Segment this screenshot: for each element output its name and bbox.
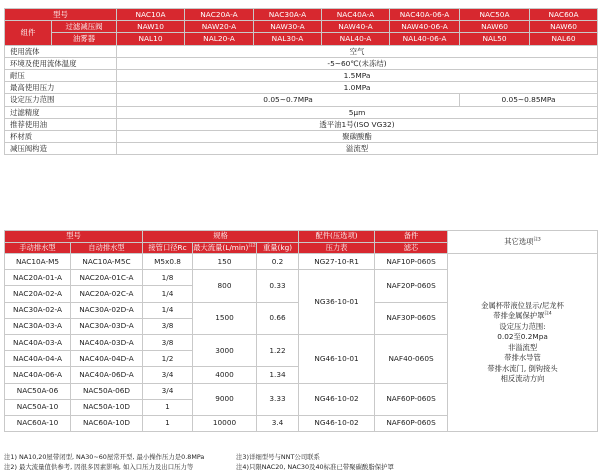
regulator-cell: NAW60 <box>460 21 530 33</box>
filter-cell: NAF60P-060S <box>375 383 448 415</box>
gauge-cell: NG27-10-R1 <box>299 254 375 270</box>
manual-cell: NAC30A-02-A <box>5 302 71 318</box>
lubricator-row <box>5 33 598 45</box>
spare-header: 备件 <box>375 231 448 243</box>
spec-value: 5μm <box>117 106 598 118</box>
spec-row <box>5 106 598 118</box>
model-cell: NAC40A-A <box>322 9 390 21</box>
auto-cell: NAC40A-06D-A <box>71 367 143 383</box>
model-cell: NAC20A-A <box>185 9 254 21</box>
lubricator-cell: NAL60 <box>530 33 598 45</box>
auto-cell: NAC40A-04D-A <box>71 351 143 367</box>
option-line: 相反流动方向 <box>500 374 545 384</box>
flow-cell: 9000 <box>193 383 257 415</box>
col-weight: 重量(kg) <box>257 242 299 254</box>
port-cell: 3/4 <box>143 367 193 383</box>
spec-value: 空气 <box>117 45 598 57</box>
gauge-cell: NG36-10-01 <box>299 270 375 335</box>
manual-cell: NAC20A-01-A <box>5 270 71 286</box>
manual-cell: NAC40A-04-A <box>5 351 71 367</box>
flow-cell: 4000 <box>193 367 257 383</box>
spec-value-alt: 0.05~0.85MPa <box>460 94 598 106</box>
weight-cell: 3.4 <box>257 415 299 431</box>
model-row <box>5 9 598 21</box>
spec-value: 溢流型 <box>117 143 598 155</box>
manual-cell: NAC30A-03-A <box>5 318 71 334</box>
footnote: 注1) NA10,20屋带闭型, NA30~60屋常开型, 最小操作压力是0.8MPa <box>4 453 205 461</box>
other-options-label: 其它选项 <box>504 237 534 246</box>
manual-cell: NAC20A-02-A <box>5 286 71 302</box>
spec-row <box>5 94 598 106</box>
col-gauge: 压力表 <box>299 242 375 254</box>
option-line: 非溢流型 <box>507 342 538 352</box>
weight-cell: 0.33 <box>257 270 299 302</box>
port-cell: M5x0.8 <box>143 254 193 270</box>
option-line: 带排水导管 <box>504 353 541 363</box>
col-manual: 手动排水型 <box>5 242 71 254</box>
manual-cell: NAC50A-06 <box>5 383 71 399</box>
auto-cell: NAC20A-01C-A <box>71 270 143 286</box>
flow-cell: 800 <box>193 270 257 302</box>
port-cell: 1/4 <box>143 286 193 302</box>
footnote: 注2) 最大流量值供参考, 因很多因素影响, 如入口压力及出口压力等 <box>4 463 194 471</box>
flow-cell: 10000 <box>193 415 257 431</box>
port-cell: 1/8 <box>143 270 193 286</box>
port-cell: 1 <box>143 415 193 431</box>
spec-group-header: 规格 <box>143 231 299 243</box>
header-row-1 <box>5 231 598 243</box>
lubricator-label: 油雾器 <box>52 33 117 45</box>
spec-value: 1.0MPa <box>117 82 598 94</box>
spec-label: 减压阀构造 <box>5 143 117 155</box>
lubricator-cell: NAL10 <box>117 33 185 45</box>
option-line-with-note <box>448 311 597 322</box>
option-line: 0.02至0.2Mpa <box>497 332 548 342</box>
spec-label: 环境及使用流体温度 <box>5 57 117 69</box>
spec-row <box>5 82 598 94</box>
manual-cell: NAC60A-10 <box>5 415 71 431</box>
spec-value: 透平油1号(ISO VG32) <box>117 118 598 130</box>
model-cell: NAC30A-A <box>254 9 322 21</box>
model-cell: NAC10A <box>117 9 185 21</box>
regulator-cell: NAW10 <box>117 21 185 33</box>
model-cell: NAC40A-06-A <box>390 9 460 21</box>
table-row <box>5 254 598 270</box>
model-cell: NAC50A <box>460 9 530 21</box>
regulator-cell: NAW40-06-A <box>390 21 460 33</box>
option-line: 设定压力范围: <box>499 321 546 331</box>
port-cell: 1/2 <box>143 351 193 367</box>
spec-label: 杯材质 <box>5 130 117 142</box>
lubricator-cell: NAL50 <box>460 33 530 45</box>
auto-cell: NAC30A-03D-A <box>71 318 143 334</box>
spec-value: 1.5MPa <box>117 69 598 81</box>
gauge-cell: NG46-10-02 <box>299 415 375 431</box>
lubricator-cell: NAL40-06-A <box>390 33 460 45</box>
spec-row <box>5 118 598 130</box>
spec-label: 推荐使用油 <box>5 118 117 130</box>
weight-cell: 0.66 <box>257 302 299 334</box>
spec-label: 耐压 <box>5 69 117 81</box>
regulator-cell: NAW30-A <box>254 21 322 33</box>
weight-cell: 1.34 <box>257 367 299 383</box>
spec-row <box>5 143 598 155</box>
auto-cell: NAC30A-02D-A <box>71 302 143 318</box>
other-options-header <box>448 231 598 254</box>
gauge-cell: NG46-10-01 <box>299 334 375 383</box>
col-auto: 自动排水型 <box>71 242 143 254</box>
model-cell: NAC60A <box>530 9 598 21</box>
weight-cell: 3.33 <box>257 383 299 415</box>
regulator-cell: NAW60 <box>530 21 598 33</box>
spec-table <box>4 8 598 155</box>
option-text: 带排金属保护罩 <box>493 311 545 321</box>
regulator-cell: NAW40-A <box>322 21 390 33</box>
note-ref: 注4 <box>544 311 552 317</box>
footnote: 注4)只限NAC20, NAC30及40标准已带聚碳酸脂保护罩 <box>236 463 394 471</box>
spec-label: 设定压力范围 <box>5 94 117 106</box>
filter-cell: NAF40-060S <box>375 334 448 383</box>
flow-cell: 3000 <box>193 334 257 366</box>
weight-cell: 0.2 <box>257 254 299 270</box>
accessory-header: 配件(压选项) <box>299 231 375 243</box>
filter-cell: NAF60P-060S <box>375 415 448 431</box>
spec-row <box>5 57 598 69</box>
spec-row <box>5 69 598 81</box>
port-cell: 3/4 <box>143 383 193 399</box>
footnote: 注3)详细型号与NNT公司联系 <box>236 453 320 461</box>
flow-cell: 1500 <box>193 302 257 334</box>
port-cell: 1/4 <box>143 302 193 318</box>
regulator-row <box>5 21 598 33</box>
spec-value: -5~60℃(未冻结) <box>117 57 598 69</box>
col-flow <box>193 242 257 254</box>
spec-value: 聚碳酸酯 <box>117 130 598 142</box>
option-line: 金属杯带液位显示/尼龙杯 <box>481 300 564 310</box>
regulator-cell: NAW20-A <box>185 21 254 33</box>
spec-row <box>5 130 598 142</box>
spec-label: 最高使用压力 <box>5 82 117 94</box>
other-options-cell <box>448 254 598 432</box>
port-cell: 1 <box>143 399 193 415</box>
model-header: 型号 <box>5 9 117 21</box>
auto-cell: NAC50A-06D <box>71 383 143 399</box>
group-label: 组件 <box>5 21 52 45</box>
auto-cell: NAC20A-02C-A <box>71 286 143 302</box>
filter-cell: NAF10P-060S <box>375 254 448 270</box>
spec-label: 过滤精度 <box>5 106 117 118</box>
lubricator-cell: NAL20-A <box>185 33 254 45</box>
port-cell: 3/8 <box>143 318 193 334</box>
col-port: 接管口径Rc <box>143 242 193 254</box>
manual-cell: NAC40A-06-A <box>5 367 71 383</box>
lubricator-cell: NAL40-A <box>322 33 390 45</box>
spec-label: 使用流体 <box>5 45 117 57</box>
port-cell: 3/8 <box>143 334 193 350</box>
manual-cell: NAC40A-03-A <box>5 334 71 350</box>
auto-cell: NAC10A-M5C <box>71 254 143 270</box>
note-ref: 注2 <box>248 243 256 249</box>
auto-cell: NAC50A-10D <box>71 399 143 415</box>
manual-cell: NAC10A-M5 <box>5 254 71 270</box>
option-line: 带排水流门, 倒钩接头 <box>487 363 558 373</box>
spec-row <box>5 45 598 57</box>
flow-cell: 150 <box>193 254 257 270</box>
lubricator-cell: NAL30-A <box>254 33 322 45</box>
model-group-header: 型号 <box>5 231 143 243</box>
filter-cell: NAF30P-060S <box>375 302 448 334</box>
auto-cell: NAC40A-03D-A <box>71 334 143 350</box>
spec-value: 0.05~0.7MPa <box>117 94 460 106</box>
manual-cell: NAC50A-10 <box>5 399 71 415</box>
regulator-label: 过滤减压阀 <box>52 21 117 33</box>
filter-cell: NAF20P-060S <box>375 270 448 302</box>
note-ref: 注3 <box>533 237 541 243</box>
gauge-cell: NG46-10-02 <box>299 383 375 415</box>
col-filter: 滤芯 <box>375 242 448 254</box>
col-flow-label: 最大流量(L/min) <box>193 242 249 252</box>
weight-cell: 1.22 <box>257 334 299 366</box>
model-table <box>4 230 598 432</box>
auto-cell: NAC60A-10D <box>71 415 143 431</box>
